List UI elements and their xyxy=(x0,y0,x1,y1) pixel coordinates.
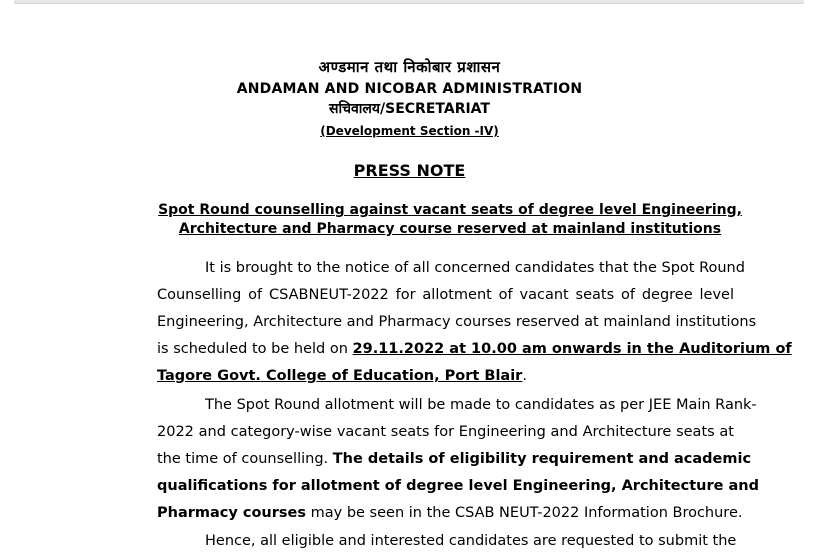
press-note-title: PRESS NOTE xyxy=(353,161,466,180)
header-secretariat: सचिवालय/SECRETARIAT xyxy=(329,101,490,117)
para1-line-2: Counselling of CSABNEUT-2022 for allotment of vacant seats of degree level xyxy=(157,287,734,303)
para1-line-4-date-venue: 29.11.2022 at 10.00 am onwards in the Auditorium of xyxy=(352,341,792,357)
para2-line-3 xyxy=(157,450,752,468)
para2-line-3-text: the time of counselling. xyxy=(157,451,333,467)
para1-line-4 xyxy=(157,340,792,358)
para1-line-5-period: . xyxy=(522,368,527,384)
para1-line-5 xyxy=(157,367,734,385)
header-section: (Development Section -IV) xyxy=(320,124,499,138)
para2-line-2: 2022 and category-wise vacant seats for Engineering and Architecture seats at xyxy=(157,424,734,440)
header-english-admin: ANDAMAN AND NICOBAR ADMINISTRATION xyxy=(236,81,583,97)
para3-line-1: Hence, all eligible and interested candidates are requested to submit the xyxy=(205,533,737,549)
para1-line-5-venue: Tagore Govt. College of Education, Port Blair xyxy=(157,368,523,384)
para2-line-5-bold: Pharmacy courses xyxy=(157,505,307,521)
para2-line-1: The Spot Round allotment will be made to candidates as per JEE Main Rank- xyxy=(205,397,757,413)
para2-line-5-text: may be seen in the CSAB NEUT-2022 Information Brochure. xyxy=(306,505,743,521)
subject-line-1: Spot Round counselling against vacant seats of degree level Engineering, xyxy=(158,202,742,218)
header-hindi-admin: अण्डमान तथा निकोबार प्रशासन xyxy=(318,58,501,76)
para1-line-1: It is brought to the notice of all concerned candidates that the Spot Round xyxy=(205,260,745,276)
para2-line-4: qualifications for allotment of degree level Engineering, Architecture and xyxy=(157,478,759,494)
para2-line-5 xyxy=(157,504,743,522)
para1-line-4-text: is scheduled to be held on xyxy=(157,341,353,357)
para2-line-3-bold: The details of eligibility requirement and academic xyxy=(332,451,752,467)
para1-line-3: Engineering, Architecture and Pharmacy courses reserved at mainland institutions xyxy=(157,314,757,330)
subject-line-2: Architecture and Pharmacy course reserved at mainland institutions xyxy=(178,221,722,237)
